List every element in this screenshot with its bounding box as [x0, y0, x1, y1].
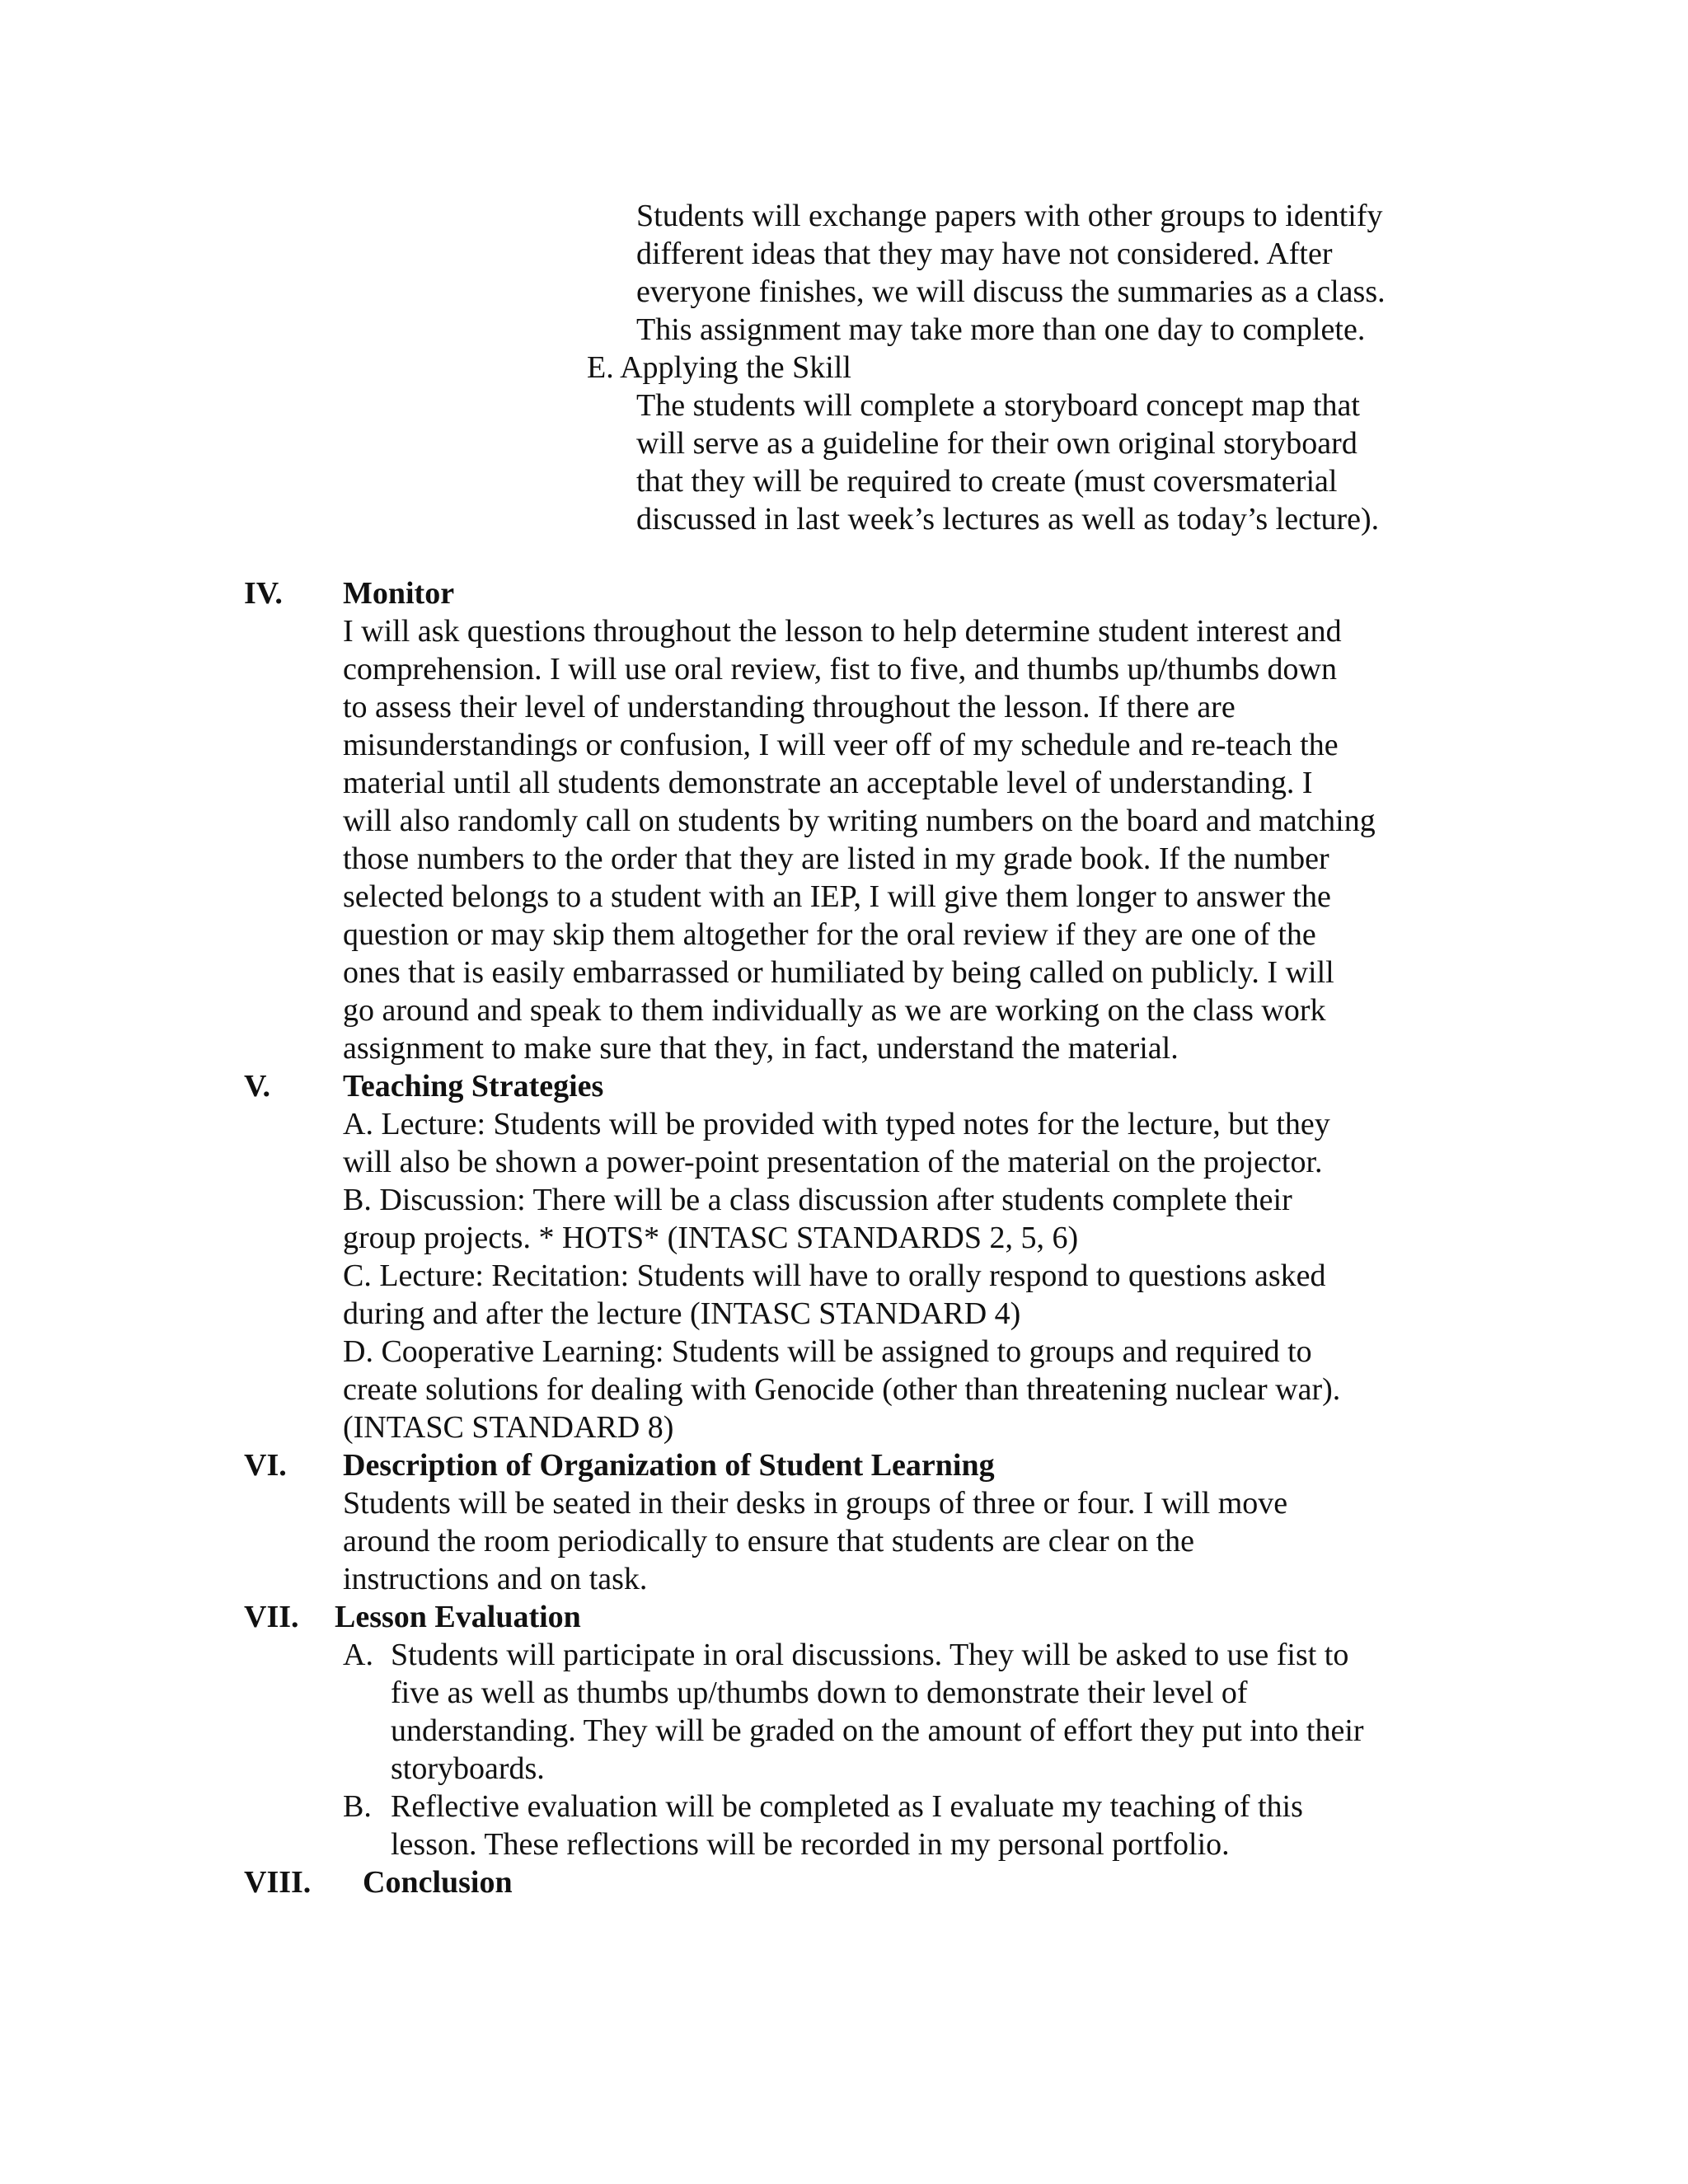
section-numeral: IV. [244, 576, 283, 611]
section-line: ones that is easily embarrassed or humiliated by being called on publicly. I will [343, 955, 1334, 990]
section-line: C. Lecture: Recitation: Students will have to orally respond to questions asked [343, 1258, 1326, 1293]
intro-line: everyone finishes, we will discuss the summaries as a class. [636, 274, 1386, 309]
section-line: A. Lecture: Students will be provided with typed notes for the lecture, but they [343, 1107, 1330, 1141]
section-line: Students will be seated in their desks in groups of three or four. I will move [343, 1486, 1288, 1521]
evaluation-line: storyboards. [391, 1751, 545, 1786]
section-line: group projects. * HOTS* (INTASC STANDARDS 2, 5, 6) [343, 1221, 1079, 1255]
section-line: assignment to make sure that they, in fact, understand the material. [343, 1031, 1179, 1066]
section-line: selected belongs to a student with an IEP, I will give them longer to answer the [343, 879, 1331, 914]
section-title: Teaching Strategies [343, 1069, 604, 1104]
section-line: during and after the lecture (INTASC STANDARD 4) [343, 1296, 1021, 1331]
section-line: instructions and on task. [343, 1562, 648, 1596]
intro-line: different ideas that they may have not considered. After [636, 237, 1333, 271]
item-e-line: will serve as a guideline for their own original storyboard [636, 426, 1357, 461]
section-numeral: VI. [244, 1448, 287, 1483]
section-line: (INTASC STANDARD 8) [343, 1410, 674, 1445]
evaluation-marker: A. [343, 1638, 373, 1672]
section-numeral: V. [244, 1069, 271, 1104]
section-line: B. Discussion: There will be a class discussion after students complete their [343, 1183, 1292, 1217]
section-line: will also randomly call on students by writing numbers on the board and matching [343, 804, 1376, 838]
item-e-line: The students will complete a storyboard concept map that [636, 388, 1360, 423]
section-line: question or may skip them altogether for the oral review if they are one of the [343, 917, 1316, 952]
section-line: misunderstandings or confusion, I will veer off of my schedule and re-teach the [343, 728, 1339, 762]
evaluation-line: Reflective evaluation will be completed as I evaluate my teaching of this [391, 1789, 1303, 1824]
section-line: those numbers to the order that they are listed in my grade book. If the number [343, 841, 1329, 876]
section-line: go around and speak to them individually as we are working on the class work [343, 993, 1326, 1028]
evaluation-line: five as well as thumbs up/thumbs down to demonstrate their level of [391, 1675, 1248, 1710]
section-title: Description of Organization of Student Learning [343, 1448, 995, 1483]
section-line: I will ask questions throughout the lesson to help determine student interest and [343, 614, 1342, 649]
evaluation-line: understanding. They will be graded on the amount of effort they put into their [391, 1713, 1364, 1748]
section-line: D. Cooperative Learning: Students will be assigned to groups and required to [343, 1334, 1312, 1369]
evaluation-marker: B. [343, 1789, 372, 1824]
section-title: Monitor [343, 576, 455, 611]
section-line: will also be shown a power-point presentation of the material on the projector. [343, 1145, 1323, 1179]
section-line: material until all students demonstrate an acceptable level of understanding. I [343, 766, 1313, 800]
section-title: Lesson Evaluation [335, 1600, 581, 1634]
section-title: Conclusion [363, 1865, 513, 1900]
section-numeral: VII. [244, 1600, 299, 1634]
intro-line: This assignment may take more than one day to complete. [636, 312, 1366, 347]
item-e-heading: E. Applying the Skill [587, 350, 851, 385]
section-line: around the room periodically to ensure that students are clear on the [343, 1524, 1195, 1558]
evaluation-line: lesson. These reflections will be recorded in my personal portfolio. [391, 1827, 1230, 1862]
section-line: comprehension. I will use oral review, fist to five, and thumbs up/thumbs down [343, 652, 1337, 687]
evaluation-line: Students will participate in oral discussions. They will be asked to use fist to [391, 1638, 1349, 1672]
section-numeral: VIII. [244, 1865, 312, 1900]
intro-line: Students will exchange papers with other groups to identify [636, 199, 1383, 233]
item-e-line: that they will be required to create (must coversmaterial [636, 464, 1338, 499]
item-e-line: discussed in last week’s lectures as well as today’s lecture). [636, 502, 1380, 537]
section-line: to assess their level of understanding throughout the lesson. If there are [343, 690, 1236, 724]
section-line: create solutions for dealing with Genocide (other than threatening nuclear war). [343, 1372, 1341, 1407]
